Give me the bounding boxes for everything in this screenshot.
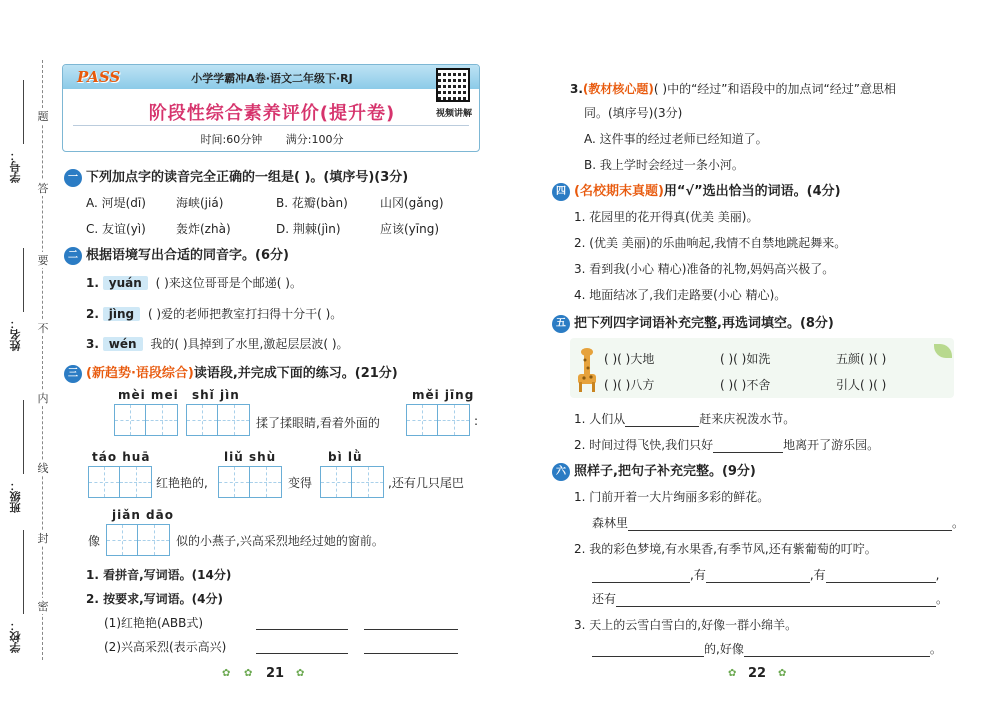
- pinyin-chip: jìng: [103, 307, 140, 321]
- q6-answer-1: 森林里 。: [592, 516, 965, 530]
- pinyin-liushu: liǔ shù: [224, 450, 277, 464]
- idiom-5: ( )( )不舍: [720, 378, 771, 392]
- binding-char: 封: [37, 532, 49, 545]
- pinyin-meijing: měi jīng: [412, 388, 475, 402]
- binding-margin: [0, 0, 56, 708]
- passage-text-3a: 像: [88, 534, 101, 548]
- q1-option-d1: D. 荆棘(jìn): [276, 222, 341, 236]
- passage-colon: :: [474, 414, 479, 428]
- binding-char: 要: [37, 254, 49, 267]
- exam-score: 满分:100分: [285, 133, 344, 146]
- idiom-6: 引人( )( ): [836, 378, 887, 392]
- writing-box-jiandao[interactable]: [106, 524, 170, 556]
- class-field[interactable]: 班级：: [8, 480, 28, 513]
- answer-line[interactable]: [364, 614, 458, 630]
- q1-option-a1: A. 河堤(dī): [86, 196, 146, 210]
- q1-option-d2: 应该(yīng): [380, 222, 440, 236]
- q2-item-3: 3. wén 我的( )具掉到了水里,激起层层波( )。: [86, 337, 349, 351]
- q3-sub-1: 1. 看拼音,写词语。(14分): [86, 568, 232, 582]
- idiom-1: ( )( )大地: [604, 352, 655, 366]
- pinyin-shijin: shǐ jìn: [192, 388, 240, 402]
- q4-heading: [552, 180, 841, 201]
- q1-option-a2: 海峡(jiá): [176, 196, 224, 210]
- answer-line[interactable]: [826, 569, 936, 583]
- q4-item-3: 3. 看到我(小心 精心)准备的礼物,妈妈高兴极了。: [574, 262, 835, 276]
- sprout-icon: ✿: [778, 668, 787, 679]
- q1-option-b2: 山冈(gǎng): [380, 196, 444, 210]
- binding-char: 线: [37, 462, 49, 475]
- sprout-icon: ✿: [222, 668, 231, 679]
- q2-title: 根据语境写出合适的同音字。(6分): [86, 248, 289, 263]
- exam-header: [62, 64, 480, 152]
- q4-number: 四: [552, 183, 570, 201]
- idiom-3: 五颜( )( ): [836, 352, 887, 366]
- answer-line[interactable]: [592, 643, 704, 657]
- writing-box-bilv[interactable]: [320, 466, 384, 498]
- page-number-right: 22: [748, 666, 767, 681]
- pinyin-bilv: bì lǜ: [328, 450, 363, 464]
- q5-sentence-2: 2. 时间过得飞快,我们只好 地离开了游乐园。: [574, 438, 880, 452]
- q3-number: 三: [64, 365, 82, 383]
- answer-line[interactable]: [628, 517, 952, 531]
- answer-line[interactable]: [713, 439, 783, 453]
- binding-char: 密: [37, 600, 49, 613]
- idiom-2: ( )( )如洗: [720, 352, 771, 366]
- cut-line: [42, 60, 43, 660]
- q6-number: 六: [552, 463, 570, 481]
- q1-option-b1: B. 花瓣(bàn): [276, 196, 348, 210]
- q1-option-c2: 轰炸(zhà): [176, 222, 231, 236]
- q6-answer-3: 的,好像 。: [592, 640, 942, 657]
- q6-item-2: 2. 我的彩色梦境,有水果香,有季节风,还有紫葡萄的叮咛。: [574, 542, 877, 556]
- passage-text-2b: 变得: [288, 476, 313, 490]
- q3-item-3: 3.(教材核心题)( )中的“经过”和语段中的加点词“经过”意思相: [570, 82, 896, 96]
- exam-time: 时间:60分钟: [200, 133, 263, 146]
- answer-line[interactable]: [625, 413, 699, 427]
- passage-text-1: 揉了揉眼睛,看着外面的: [256, 416, 380, 430]
- q3-item-3-cont: 同。(填序号)(3分): [584, 106, 683, 120]
- q2-heading: [64, 244, 289, 265]
- passage-text-2c: ,还有几只尾巴: [388, 476, 464, 490]
- qr-code-icon[interactable]: [436, 68, 470, 102]
- q3-option-b: B. 我上学时会经过一条小河。: [584, 158, 744, 172]
- pinyin-meimei: mèi mei: [118, 388, 179, 402]
- q6-heading: [552, 460, 756, 481]
- writing-box-meimei[interactable]: [114, 404, 178, 436]
- pinyin-jiandao: jiǎn dāo: [112, 508, 174, 522]
- q1-number: 一: [64, 169, 82, 187]
- pinyin-chip: wén: [103, 337, 143, 351]
- student-id-field[interactable]: 学号：: [8, 150, 28, 183]
- q4-item-4: 4. 地面结冰了,我们走路要(小心 精心)。: [574, 288, 787, 302]
- passage-text-3b: 似的小燕子,兴高采烈地经过她的窗前。: [176, 534, 384, 548]
- q5-heading: [552, 312, 834, 333]
- q6-item-1: 1. 门前开着一大片绚丽多彩的鲜花。: [574, 490, 770, 504]
- exam-meta: [63, 131, 481, 147]
- q6-answer-2-cont: 还有 。: [592, 592, 949, 606]
- q6-answer-2: ,有 ,有 ,: [592, 566, 939, 583]
- pinyin-taohua: táo huā: [92, 450, 151, 464]
- binding-char: 内: [37, 392, 49, 405]
- q6-item-3: 3. 天上的云雪白雪白的,好像一群小绵羊。: [574, 618, 798, 632]
- q3-sub-2: 2. 按要求,写词语。(4分): [86, 592, 223, 606]
- q2-item-1: 1. yuán ( )来这位哥哥是个邮递( )。: [86, 276, 302, 290]
- pass-logo: PASS: [77, 68, 121, 86]
- giraffe-icon: [574, 346, 600, 392]
- writing-box-meijing[interactable]: [406, 404, 470, 436]
- q5-sentence-1: 1. 人们从 赶来庆祝泼水节。: [574, 412, 796, 426]
- passage-text-2a: 红艳艳的,: [156, 476, 208, 490]
- q5-title: 把下列四字词语补充完整,再选词填空。(8分): [574, 316, 834, 331]
- writing-box-liushu[interactable]: [218, 466, 282, 498]
- answer-line[interactable]: [256, 638, 348, 654]
- student-name-field[interactable]: 姓名：: [8, 318, 28, 351]
- writing-box-shijin[interactable]: [186, 404, 250, 436]
- q3c-tag: (教材核心题): [582, 82, 654, 96]
- school-field[interactable]: 学校：: [8, 620, 28, 653]
- q3-heading: [64, 362, 398, 383]
- q4-item-2: 2. (优美 美丽)的乐曲响起,我情不自禁地跳起舞来。: [574, 236, 847, 250]
- binding-char: 不: [37, 322, 49, 335]
- answer-line[interactable]: [616, 593, 936, 607]
- q1-title: 下列加点字的读音完全正确的一组是( )。(填序号)(3分): [86, 170, 409, 185]
- answer-line[interactable]: [592, 569, 690, 583]
- pinyin-chip: yuán: [103, 276, 148, 290]
- q5-number: 五: [552, 315, 570, 333]
- q2-number: 二: [64, 247, 82, 265]
- answer-line[interactable]: [256, 614, 348, 630]
- answer-line[interactable]: [744, 643, 930, 657]
- answer-line[interactable]: [706, 569, 810, 583]
- q4-item-1: 1. 花园里的花开得真(优美 美丽)。: [574, 210, 759, 224]
- exam-title: 阶段性综合素养评价(提升卷): [148, 103, 396, 124]
- page-number-left: 21: [266, 666, 285, 681]
- sprout-icon: ✿: [244, 668, 253, 679]
- q1-heading: [64, 166, 408, 187]
- q3-title: 读语段,并完成下面的练习。(21分): [193, 366, 398, 381]
- q3-option-a: A. 这件事的经过老师已经知道了。: [584, 132, 768, 146]
- binding-char: 答: [37, 182, 49, 195]
- binding-char: 题: [37, 110, 49, 123]
- q1-option-c1: C. 友谊(yì): [86, 222, 146, 236]
- series-title: 小学学霸冲A卷·语文二年级下·RJ: [191, 72, 353, 85]
- q3-sub-2b: (2)兴高采烈(表示高兴): [104, 640, 227, 654]
- q3-sub-2a: (1)红艳艳(ABB式): [104, 616, 204, 630]
- q4-tag: (名校期末真题): [574, 184, 664, 199]
- sprout-icon: ✿: [296, 668, 305, 679]
- writing-box-taohua[interactable]: [88, 466, 152, 498]
- q3-tag: (新趋势·语段综合): [86, 366, 194, 381]
- q6-title: 照样子,把句子补充完整。(9分): [574, 464, 756, 479]
- q4-title: 用“√”选出恰当的词语。(4分): [663, 184, 841, 199]
- header-divider: [73, 125, 469, 126]
- answer-line[interactable]: [364, 638, 458, 654]
- sprout-icon: ✿: [728, 668, 737, 679]
- idiom-4: ( )( )八方: [604, 378, 655, 392]
- q2-item-2: 2. jìng ( )爱的老师把教室打扫得十分干( )。: [86, 307, 343, 321]
- qr-caption: 视频讲解: [435, 109, 472, 119]
